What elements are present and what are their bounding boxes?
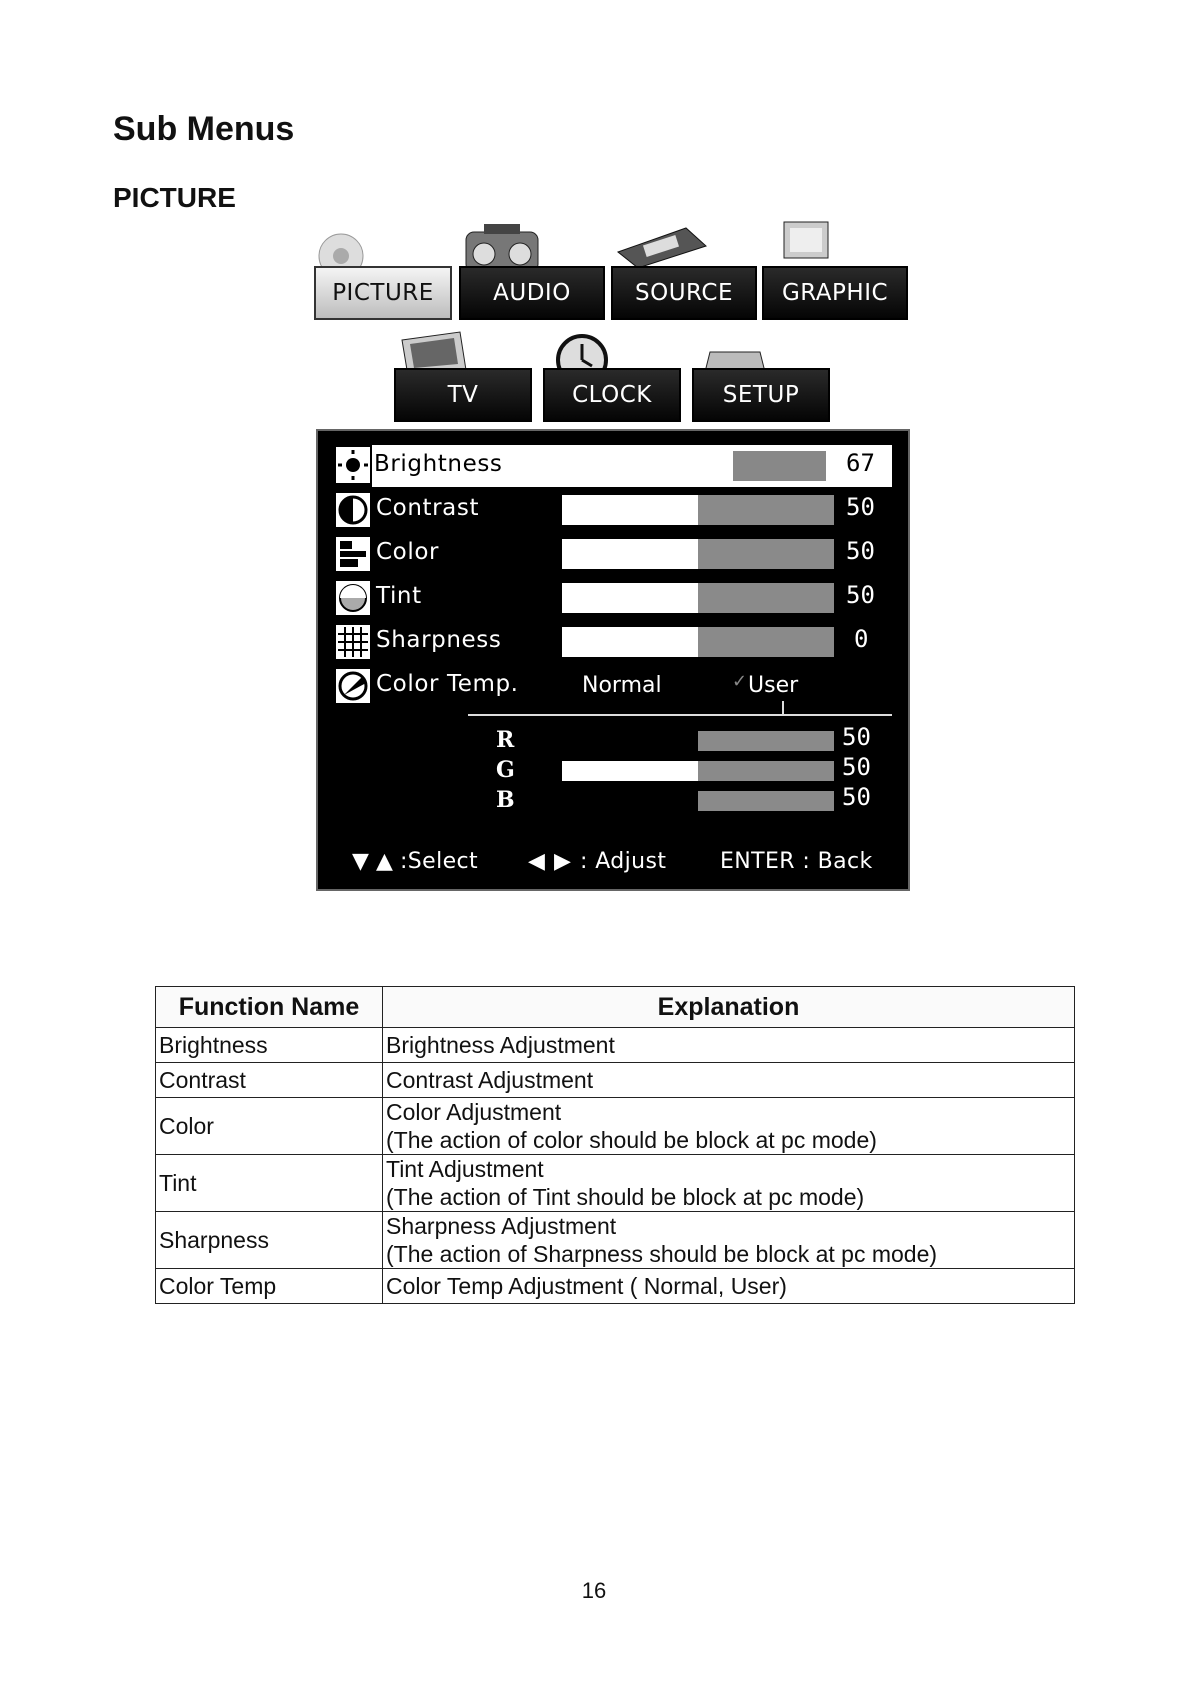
- table-row: [156, 1155, 1075, 1212]
- explanation-line: Sharpness Adjustment: [386, 1213, 617, 1239]
- vhs-tape-icon: [614, 222, 710, 270]
- tint-slider[interactable]: [562, 583, 834, 613]
- explanation-line: Brightness Adjustment: [386, 1032, 615, 1058]
- contrast-slider[interactable]: [562, 495, 834, 525]
- menu-row-sharpness[interactable]: [318, 621, 908, 663]
- menu-label-contrast: Contrast: [376, 495, 480, 521]
- green-slider[interactable]: [562, 761, 834, 781]
- red-value: 50: [842, 723, 871, 751]
- rgb-row-b[interactable]: [318, 783, 908, 815]
- contrast-value: 50: [846, 493, 875, 521]
- tab-picture[interactable]: PICTURE: [314, 266, 452, 320]
- menu-row-color-temp[interactable]: [318, 665, 908, 707]
- color-temp-option-user[interactable]: User: [748, 673, 799, 698]
- osd-picture-menu: [316, 429, 910, 891]
- table-header-row: [156, 987, 1075, 1028]
- function-name-cell: Tint: [156, 1155, 383, 1212]
- explanation-note: (The action of Sharpness should be block at pc mode): [386, 1241, 938, 1267]
- computer-icon: [776, 218, 836, 268]
- menu-label-color-temp: Color Temp.: [376, 671, 519, 697]
- explanation-cell: [383, 1098, 1075, 1155]
- table-row: [156, 1098, 1075, 1155]
- divider-tick: [782, 701, 784, 715]
- brightness-value: 67: [846, 449, 875, 477]
- contrast-icon: [336, 493, 370, 527]
- color-palette-icon: [336, 537, 370, 571]
- rgb-label-r: R: [496, 727, 515, 753]
- page-number: 16: [581, 1578, 607, 1603]
- checkmark-icon: ✓: [732, 671, 748, 692]
- explanation-line: Color Adjustment: [386, 1099, 562, 1125]
- color-value: 50: [846, 537, 875, 565]
- menu-label-color: Color: [376, 539, 440, 565]
- menu-label-tint: Tint: [376, 583, 422, 609]
- menu-row-tint[interactable]: [318, 577, 908, 619]
- down-arrow-icon: ▼: [352, 849, 369, 874]
- menu-row-contrast[interactable]: [318, 489, 908, 531]
- table-row: [156, 1269, 1075, 1304]
- left-arrow-icon: ◀: [528, 849, 545, 874]
- explanation-cell: [383, 1063, 1075, 1098]
- explanation-cell: [383, 1155, 1075, 1212]
- tab-audio[interactable]: AUDIO: [459, 266, 605, 320]
- rgb-label-g: G: [496, 757, 515, 783]
- red-slider[interactable]: [562, 731, 834, 751]
- explanation-line: Tint Adjustment: [386, 1156, 544, 1182]
- right-arrow-icon: ▶: [554, 849, 571, 874]
- tint-icon: [336, 581, 370, 615]
- function-name-cell: Sharpness: [156, 1212, 383, 1269]
- sun-icon: [336, 447, 370, 483]
- tab-setup[interactable]: SETUP: [692, 368, 830, 422]
- divider-line: [468, 714, 892, 716]
- function-name-cell: Contrast: [156, 1063, 383, 1098]
- tab-source[interactable]: SOURCE: [611, 266, 757, 320]
- explanation-line: Color Temp Adjustment ( Normal, User): [386, 1273, 787, 1299]
- explanation-cell: [383, 1212, 1075, 1269]
- sharpness-grid-icon: [336, 625, 370, 659]
- header-explanation: Explanation: [383, 987, 1075, 1028]
- table-row: [156, 1212, 1075, 1269]
- color-slider[interactable]: [562, 539, 834, 569]
- table-row: [156, 1063, 1075, 1098]
- tab-clock[interactable]: CLOCK: [543, 368, 681, 422]
- rgb-row-g[interactable]: [318, 753, 908, 785]
- color-temp-option-normal[interactable]: Normal: [582, 673, 662, 698]
- function-name-cell: Brightness: [156, 1028, 383, 1063]
- tab-tv[interactable]: TV: [394, 368, 532, 422]
- hint-adjust: : Adjust: [580, 849, 667, 874]
- table-row: [156, 1028, 1075, 1063]
- explanation-note: (The action of Tint should be block at pc mode): [386, 1184, 865, 1210]
- up-arrow-icon: ▲: [376, 849, 393, 874]
- function-name-cell: Color Temp: [156, 1269, 383, 1304]
- rgb-label-b: B: [496, 787, 515, 813]
- hint-back: ENTER : Back: [720, 849, 873, 874]
- section-title: PICTURE: [113, 182, 236, 213]
- function-table: [155, 986, 1075, 1304]
- header-function-name: Function Name: [156, 987, 383, 1028]
- explanation-line: Contrast Adjustment: [386, 1067, 594, 1093]
- hint-select: :Select: [400, 849, 479, 874]
- blue-value: 50: [842, 783, 871, 811]
- tab-graphic[interactable]: GRAPHIC: [762, 266, 908, 320]
- function-name-cell: Color: [156, 1098, 383, 1155]
- sharpness-value: 0: [854, 625, 869, 653]
- explanation-cell: [383, 1028, 1075, 1063]
- menu-row-color[interactable]: [318, 533, 908, 575]
- green-value: 50: [842, 753, 871, 781]
- menu-label-brightness: Brightness: [374, 451, 503, 477]
- sharpness-slider[interactable]: [562, 627, 834, 657]
- rgb-row-r[interactable]: [318, 723, 908, 755]
- page-title: Sub Menus: [113, 110, 295, 148]
- explanation-cell: [383, 1269, 1075, 1304]
- menu-label-sharpness: Sharpness: [376, 627, 502, 653]
- explanation-note: (The action of color should be block at pc mode): [386, 1127, 877, 1153]
- color-temp-icon: [336, 669, 370, 703]
- brightness-slider[interactable]: [562, 451, 834, 481]
- menu-row-brightness[interactable]: [372, 445, 892, 487]
- blue-slider[interactable]: [562, 791, 834, 811]
- tint-value: 50: [846, 581, 875, 609]
